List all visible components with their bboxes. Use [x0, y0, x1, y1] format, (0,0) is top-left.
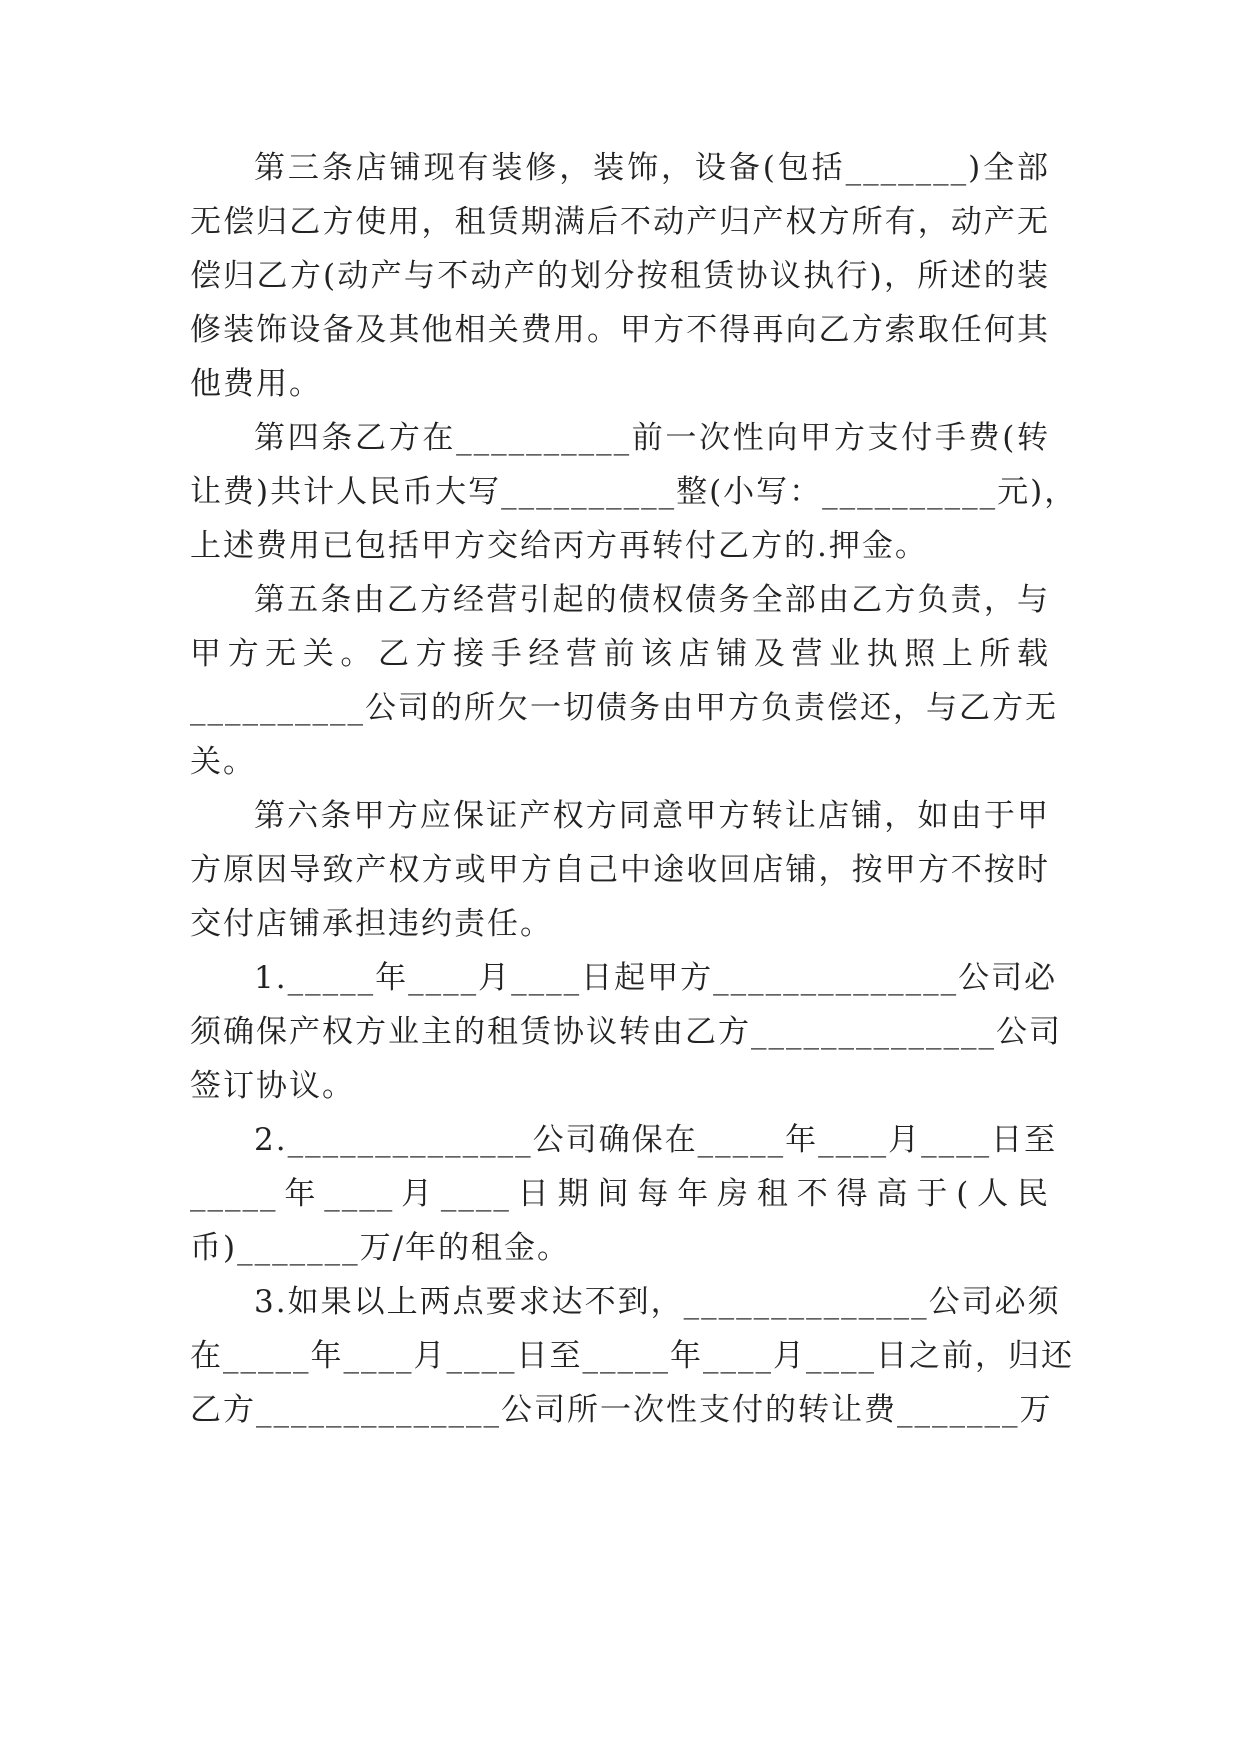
text-line: 1._____年____月____日起甲方______________公司必 [254, 960, 1058, 996]
text-line: 关。 [190, 744, 256, 780]
text-line: 签订协议。 [190, 1068, 355, 1104]
text-line: 甲方无关。乙方接手经营前该店铺及营业执照上所载 [190, 636, 1050, 672]
text-line: 第三条店铺现有装修，装饰，设备(包括_______)全部 [254, 150, 1050, 186]
text-line: 须确保产权方业主的租赁协议转由乙方______________公司 [190, 1014, 1062, 1050]
text-line: 上述费用已包括甲方交给丙方再转付乙方的.押金。 [190, 528, 928, 564]
text-line: 乙方______________公司所一次性支付的转让费_______万 [190, 1392, 1053, 1428]
text-line: 修装饰设备及其他相关费用。甲方不得再向乙方索取任何其 [190, 312, 1050, 348]
text-line: 在_____年____月____日至_____年____月____日之前，归还 [190, 1338, 1074, 1374]
text-line: 他费用。 [190, 366, 322, 402]
text-line: 偿归乙方(动产与不动产的划分按租赁协议执行)，所述的装 [190, 258, 1050, 294]
text-line: 第四条乙方在__________前一次性向甲方支付手费(转 [254, 420, 1050, 456]
text-line: 2.______________公司确保在_____年____月____日至 [254, 1122, 1058, 1158]
text-line: 让费)共计人民币大写__________整(小写：__________元)， [190, 474, 1078, 510]
text-line: _____年____月____日期间每年房租不得高于(人民 [190, 1176, 1050, 1212]
text-line: 第六条甲方应保证产权方同意甲方转让店铺，如由于甲 [254, 798, 1050, 834]
text-line: 方原因导致产权方或甲方自己中途收回店铺，按甲方不按时 [190, 852, 1050, 888]
text-line: 交付店铺承担违约责任。 [190, 906, 553, 942]
text-line: 无偿归乙方使用，租赁期满后不动产归产权方所有，动产无 [190, 204, 1050, 240]
text-line: 币)_______万/年的租金。 [190, 1230, 571, 1266]
text-line: 3.如果以上两点要求达不到，______________公司必须 [254, 1284, 1061, 1320]
text-line: __________公司的所欠一切债务由甲方负责偿还，与乙方无 [190, 690, 1058, 726]
text-line: 第五条由乙方经营引起的债权债务全部由乙方负责，与 [254, 582, 1050, 618]
